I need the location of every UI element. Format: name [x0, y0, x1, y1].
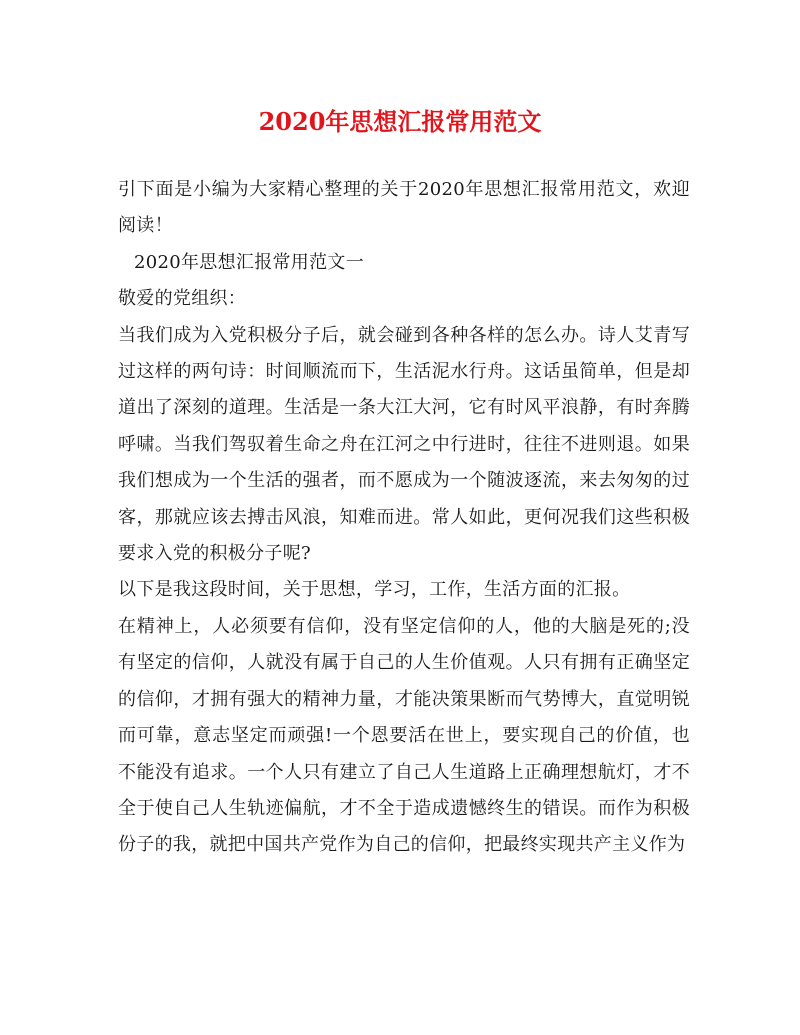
- body-paragraph: 在精神上，人必须要有信仰，没有坚定信仰的人，他的大脑是死的;没有坚定的信仰，人就没有属于自己的人生价值观。人只有拥有正确坚定的信仰，才拥有强大的精神力量，才能决策果断而气势博大，直觉明锐而可靠，意志坚定而顽强!一个恩要活在世上，要实现自己的价值，也不能没有追求。一个人只有建立了自己人生道路上正确理想航灯，才不全于使自己人生轨迹偏航，才不全于造成遗憾终生的错误。而作为积极份子的我，就把中国共产党作为自己的信仰，把最终实现共产主义作为: [118, 615, 690, 856]
- document-body: [118, 172, 690, 864]
- body-paragraph: 当我们成为入党积极分子后，就会碰到各种各样的怎么办。诗人艾青写过这样的两句诗：时间顺流而下，生活泥水行舟。这话虽简单，但是却道出了深刻的道理。生活是一条大江大河，它有时风平浪静，有时奔腾呼啸。当我们驾驭着生命之舟在江河之中行进时，往往不进则退。如果我们想成为一个生活的强者，而不愿成为一个随波逐流，来去匆匆的过客，那就应该去搏击风浪，知难而进。常人如此，更何况我们这些积极要求入党的积极分子呢?: [118, 324, 690, 565]
- salutation: 敬爱的党组织：: [118, 288, 247, 310]
- section-heading: 2020年思想汇报常用范文一: [134, 251, 365, 273]
- intro-paragraph: 引下面是小编为大家精心整理的关于2020年思想汇报常用范文，欢迎阅读！: [118, 179, 690, 237]
- body-paragraph: 以下是我这段时间，关于思想，学习，工作，生活方面的汇报。: [118, 579, 631, 601]
- document-title: 2020年思想汇报常用范文: [258, 107, 542, 136]
